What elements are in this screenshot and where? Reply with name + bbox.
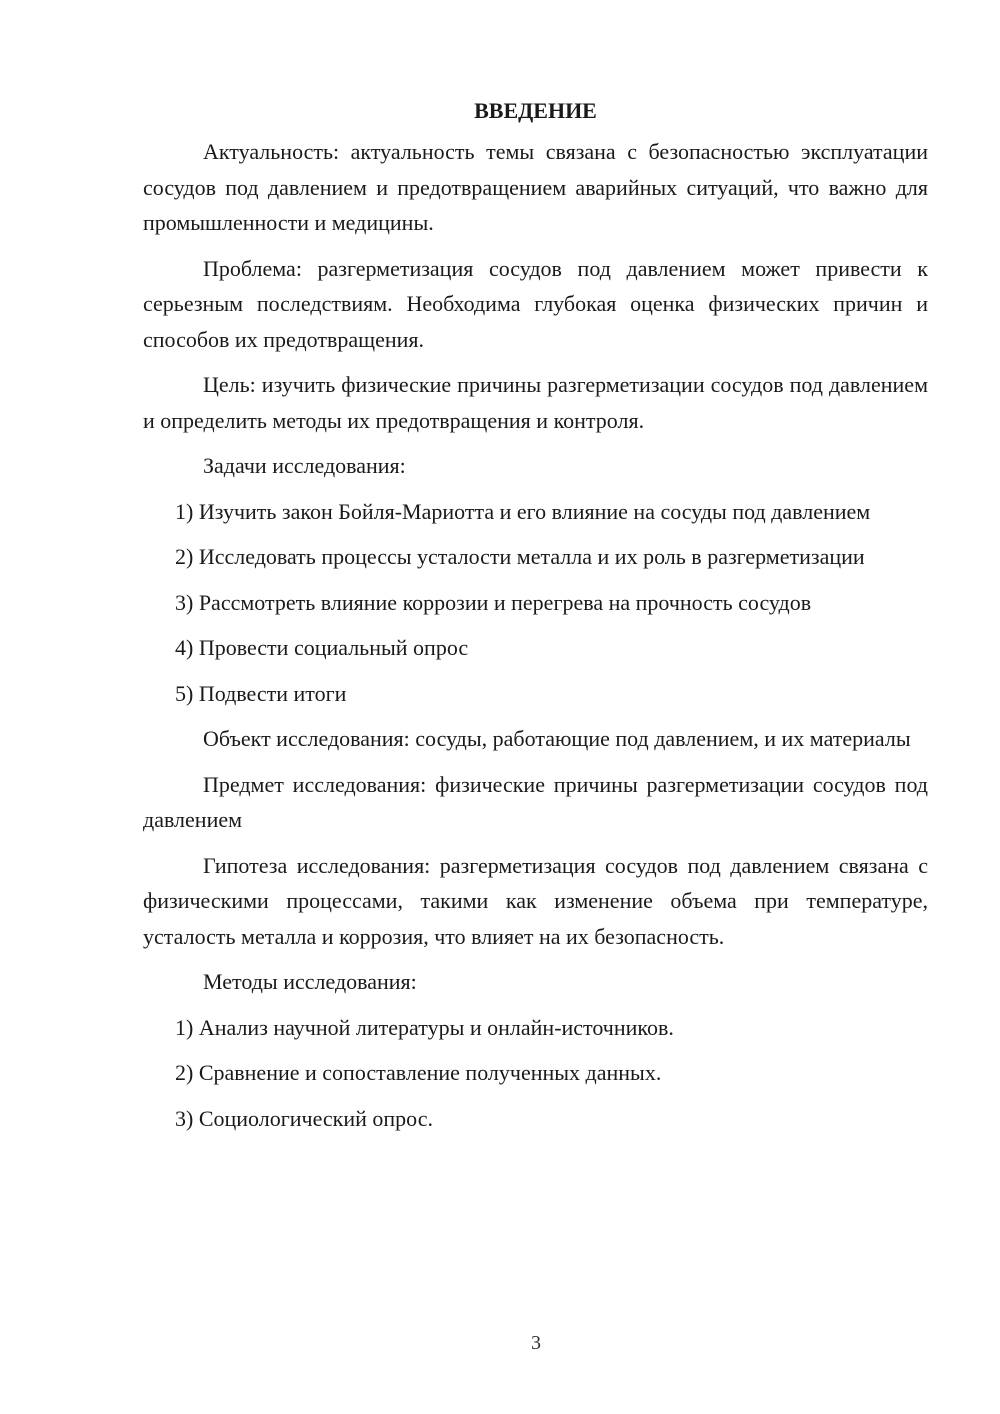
page-number: 3 — [531, 1332, 541, 1354]
subject-paragraph: Предмет исследования: физические причины разгерметизации сосудов под давлением — [143, 771, 928, 832]
hypothesis-paragraph: Гипотеза исследования: разгерметизация сосудов под давлением связана с физическими процессами, такими как изменение объема при температуре, усталость металла и коррозия, что влияет на их безопасность. — [143, 852, 928, 949]
task-item: 4) Провести социальный опрос — [175, 635, 469, 660]
section-title: ВВЕДЕНИЕ — [474, 98, 597, 123]
method-item: 2) Сравнение и сопоставление полученных данных. — [175, 1060, 662, 1085]
tasks-heading: Задачи исследования: — [203, 453, 406, 478]
task-item: 1) Изучить закон Бойля-Мариотта и его влияние на сосуды под давлением — [175, 498, 871, 524]
object-paragraph: Объект исследования: сосуды, работающие под давлением, и их материалы — [203, 726, 911, 751]
problem-paragraph: Проблема: разгерметизация сосудов под давлением может привести к серьезным последствиям. Необходима глубокая оценка физических причин и способов их предотвращения. — [143, 255, 928, 352]
goal-paragraph: Цель: изучить физические причины разгерметизации сосудов под давлением и определить методы их предотвращения и контроля. — [143, 372, 928, 433]
task-item: 5) Подвести итоги — [175, 680, 347, 706]
task-item: 3) Рассмотреть влияние коррозии и перегрева на прочность сосудов — [175, 589, 812, 615]
method-item: 3) Социологический опрос. — [175, 1105, 433, 1131]
relevance-paragraph: Актуальность: актуальность темы связана с безопасностью эксплуатации сосудов под давлением и предотвращением аварийных ситуаций, что важно для промышленности и медицины. — [143, 139, 928, 235]
method-item: 1) Анализ научной литературы и онлайн-источников. — [175, 1014, 674, 1040]
document-body — [143, 96, 928, 1146]
methods-heading: Методы исследования: — [203, 969, 417, 994]
task-item: 2) Исследовать процессы усталости металла и их роль в разгерметизации — [175, 544, 865, 569]
